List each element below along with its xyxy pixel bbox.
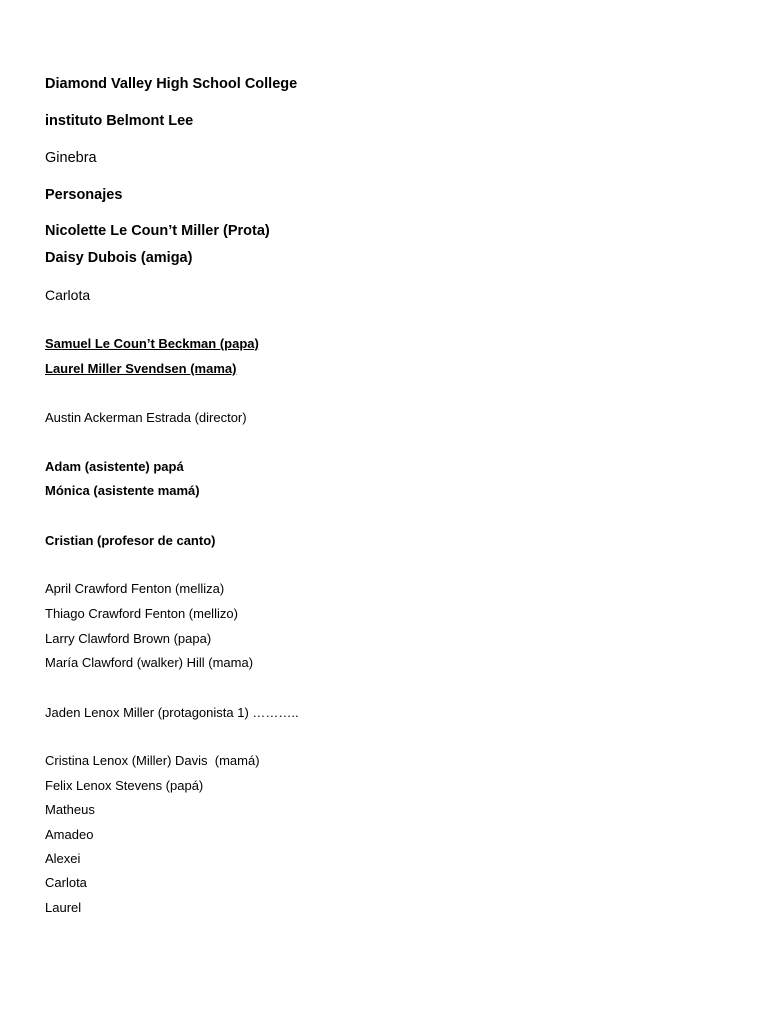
character-director: Austin Ackerman Estrada (director) bbox=[45, 410, 247, 425]
character-singing-teacher: Cristian (profesor de canto) bbox=[45, 533, 216, 548]
character-friend: Daisy Dubois (amiga) bbox=[45, 250, 193, 266]
character-thiago: Thiago Crawford Fenton (mellizo) bbox=[45, 606, 238, 621]
section-heading: Personajes bbox=[45, 187, 123, 203]
character-carlota-2: Carlota bbox=[45, 875, 87, 890]
character-larry: Larry Clawford Brown (papa) bbox=[45, 631, 212, 646]
city-line: Ginebra bbox=[45, 150, 97, 166]
character-father: Samuel Le Coun’t Beckman (papa) bbox=[45, 336, 259, 351]
character-laurel: Laurel bbox=[45, 900, 82, 915]
character-alexei: Alexei bbox=[45, 851, 81, 866]
character-april: April Crawford Fenton (melliza) bbox=[45, 581, 225, 596]
character-protagonist: Nicolette Le Coun’t Miller (Prota) bbox=[45, 223, 270, 239]
character-jaden: Jaden Lenox Miller (protagonista 1) ……….. bbox=[45, 705, 299, 720]
character-assistant-dad: Adam (asistente) papá bbox=[45, 459, 184, 474]
institute-title: instituto Belmont Lee bbox=[45, 113, 194, 129]
character-mother: Laurel Miller Svendsen (mama) bbox=[45, 361, 237, 376]
school-title: Diamond Valley High School College bbox=[45, 76, 298, 92]
character-amadeo: Amadeo bbox=[45, 827, 94, 842]
character-maria: María Clawford (walker) Hill (mama) bbox=[45, 655, 254, 670]
character-cristina: Cristina Lenox (Miller) Davis (mamá) bbox=[45, 753, 260, 768]
character-carlota: Carlota bbox=[45, 287, 91, 303]
character-assistant-mom: Mónica (asistente mamá) bbox=[45, 483, 200, 498]
character-felix: Felix Lenox Stevens (papá) bbox=[45, 778, 204, 793]
character-matheus: Matheus bbox=[45, 802, 95, 817]
